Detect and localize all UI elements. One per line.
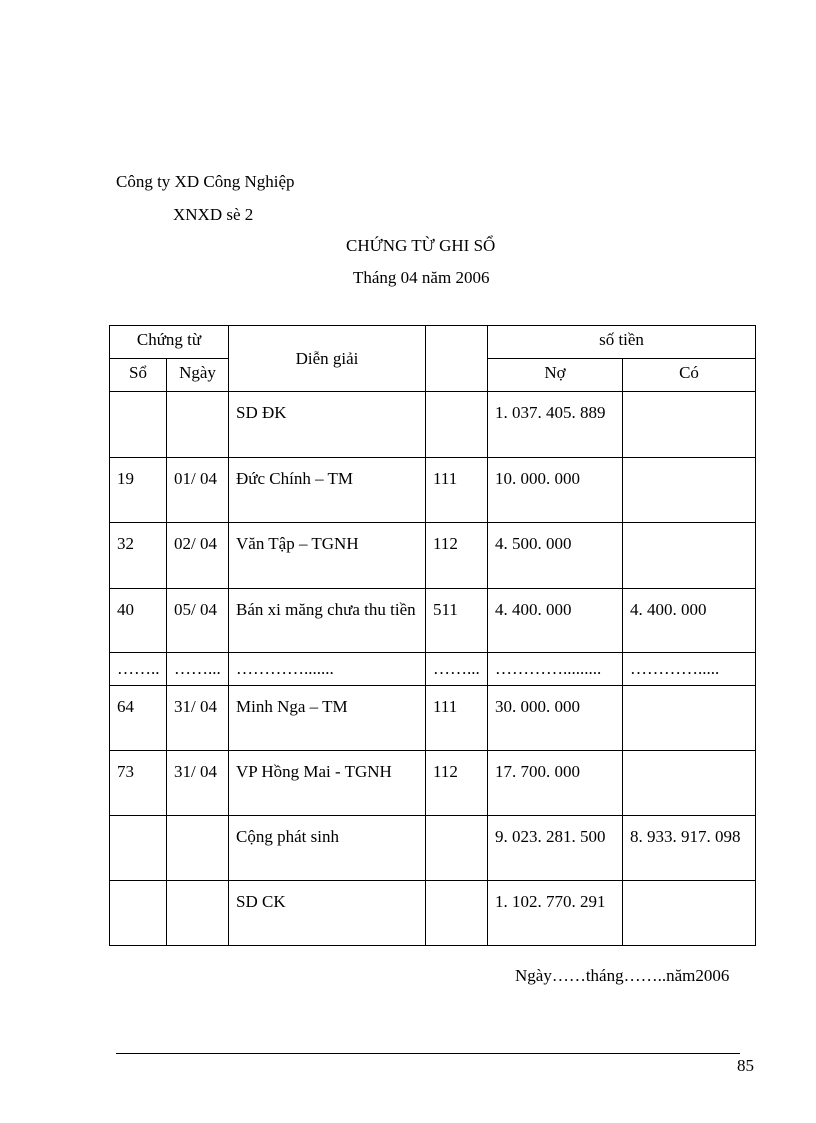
table-row: [110, 751, 756, 816]
cell-ngay: [167, 816, 229, 881]
cell-dien-giai: Minh Nga – TM: [229, 686, 426, 751]
cell-tk: [426, 392, 488, 458]
cell-so: [110, 392, 167, 458]
cell-tk: 112: [426, 751, 488, 816]
cell-no: 10. 000. 000: [488, 458, 623, 523]
cell-co: [623, 751, 756, 816]
cell-tk: ……...: [426, 653, 488, 686]
table-row: [110, 816, 756, 881]
table-row: [110, 392, 756, 458]
table-row: [110, 458, 756, 523]
cell-so: [110, 816, 167, 881]
cell-dien-giai: VP Hồng Mai - TGNH: [229, 751, 426, 816]
cell-ngay: [167, 392, 229, 458]
cell-so: 64: [110, 686, 167, 751]
cell-so: 32: [110, 523, 167, 589]
cell-ngay: 02/ 04: [167, 523, 229, 589]
table-row: [110, 686, 756, 751]
cell-tk: 511: [426, 589, 488, 653]
cell-ngay: 05/ 04: [167, 589, 229, 653]
cell-so: ……..: [110, 653, 167, 686]
cell-tk: [426, 881, 488, 946]
cell-no: 1. 037. 405. 889: [488, 392, 623, 458]
cell-co: ………….....: [623, 653, 756, 686]
cell-co: 4. 400. 000: [623, 589, 756, 653]
footer-divider: [116, 1053, 740, 1054]
header-account: [426, 326, 488, 392]
table-row: [110, 589, 756, 653]
cell-no: 9. 023. 281. 500: [488, 816, 623, 881]
cell-no: 4. 400. 000: [488, 589, 623, 653]
header-so-tien: số tiền: [488, 326, 756, 359]
header-ngay: Ngày: [167, 359, 229, 392]
document-period: Tháng 04 năm 2006: [353, 268, 490, 287]
cell-dien-giai: ………….......: [229, 653, 426, 686]
cell-ngay: [167, 881, 229, 946]
cell-tk: 111: [426, 458, 488, 523]
cell-co: [623, 458, 756, 523]
cell-so: 40: [110, 589, 167, 653]
unit-name: XNXD sè 2: [173, 205, 254, 224]
cell-dien-giai: Đức Chính – TM: [229, 458, 426, 523]
table-row: [110, 523, 756, 589]
company-name: Công ty XD Công Nghiệp: [116, 172, 295, 191]
table-row: [110, 881, 756, 946]
header-so: Sổ: [110, 359, 167, 392]
cell-ngay: 31/ 04: [167, 751, 229, 816]
cell-so: [110, 881, 167, 946]
cell-no: 17. 700. 000: [488, 751, 623, 816]
cell-dien-giai: SD CK: [229, 881, 426, 946]
cell-dien-giai: Văn Tập – TGNH: [229, 523, 426, 589]
cell-dien-giai: Bán xi măng chưa thu tiền: [229, 589, 426, 653]
cell-co: [623, 523, 756, 589]
cell-tk: 112: [426, 523, 488, 589]
voucher-table: [109, 325, 756, 946]
cell-tk: 111: [426, 686, 488, 751]
header-co: Có: [623, 359, 756, 392]
document-title: CHỨNG TỪ GHI SỔ: [346, 236, 496, 255]
cell-so: 73: [110, 751, 167, 816]
header-dien-giai: Diễn giải: [229, 326, 426, 392]
cell-co: 8. 933. 917. 098: [623, 816, 756, 881]
cell-no: ………….........: [488, 653, 623, 686]
cell-no: 1. 102. 770. 291: [488, 881, 623, 946]
cell-so: 19: [110, 458, 167, 523]
signature-date-line: Ngày……tháng……..năm2006: [515, 966, 730, 985]
page-number: 85: [737, 1056, 754, 1075]
header-chung-tu: Chứng từ: [110, 326, 229, 359]
cell-dien-giai: Cộng phát sinh: [229, 816, 426, 881]
cell-co: [623, 881, 756, 946]
cell-co: [623, 392, 756, 458]
cell-no: 4. 500. 000: [488, 523, 623, 589]
header-no: Nợ: [488, 359, 623, 392]
cell-no: 30. 000. 000: [488, 686, 623, 751]
cell-dien-giai: SD ĐK: [229, 392, 426, 458]
cell-ngay: ……...: [167, 653, 229, 686]
cell-ngay: 01/ 04: [167, 458, 229, 523]
table-row: [110, 653, 756, 686]
cell-tk: [426, 816, 488, 881]
cell-ngay: 31/ 04: [167, 686, 229, 751]
cell-co: [623, 686, 756, 751]
